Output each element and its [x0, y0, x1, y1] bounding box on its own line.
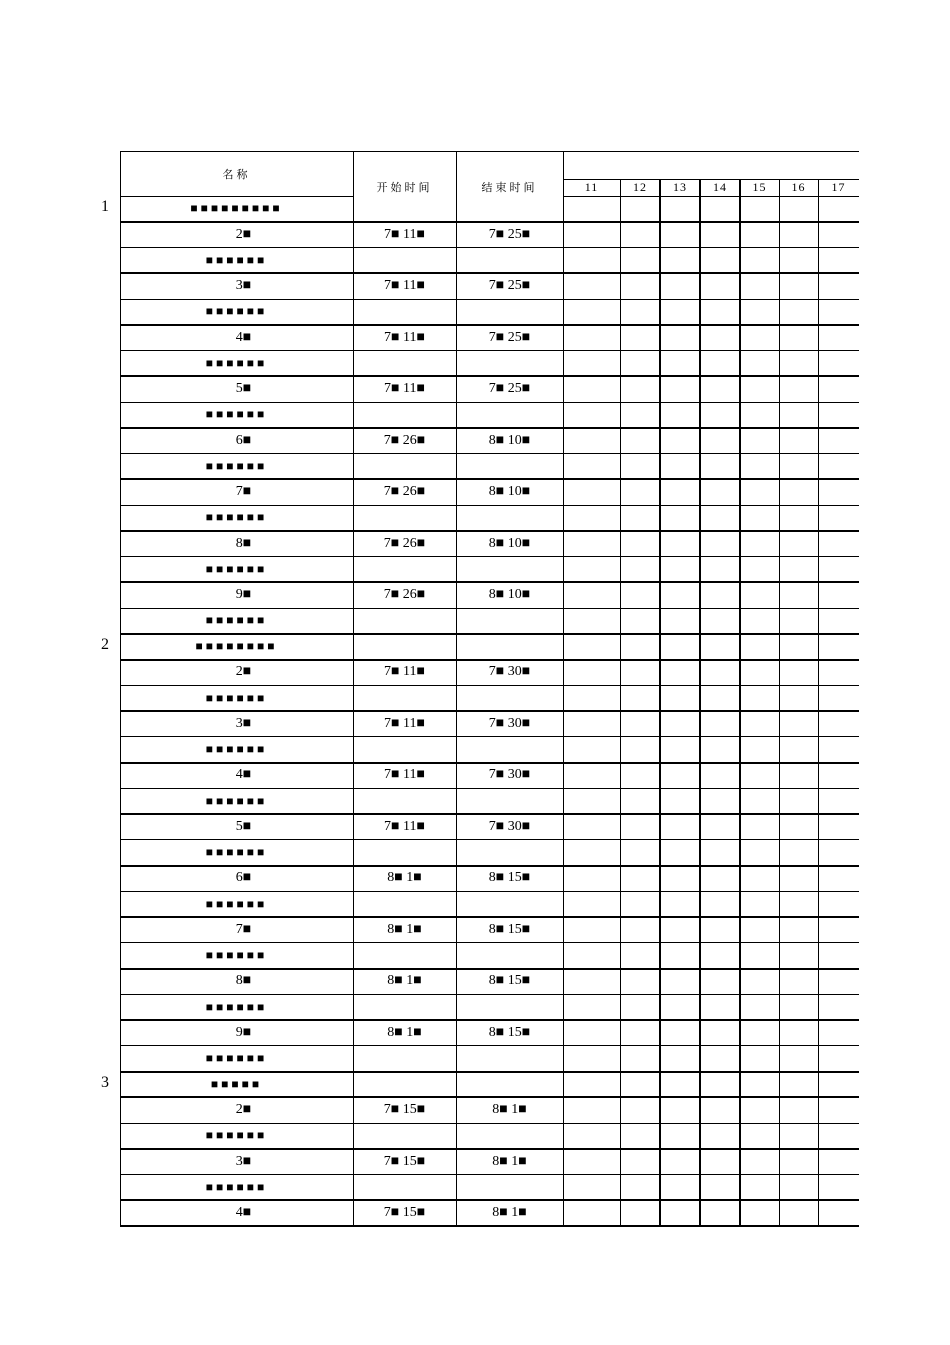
task-start: 7■ 11■: [384, 818, 425, 834]
task-name: 6■: [235, 870, 252, 886]
grid-line-v: [739, 179, 741, 1226]
task-name: 5■: [235, 381, 252, 397]
header-start-label: 开始时间: [376, 181, 433, 194]
subtask-name: ■■■■■■: [205, 1051, 268, 1066]
grid-line-v: [699, 179, 701, 1226]
task-end: 8■ 15■: [488, 1024, 531, 1040]
subtask-name: ■■■■■■: [205, 948, 268, 963]
grid-line-h: [120, 1225, 859, 1227]
task-start: 7■ 26■: [383, 432, 426, 448]
task-name: 5■: [235, 818, 252, 834]
task-end: 7■ 25■: [488, 329, 531, 345]
task-end: 7■ 30■: [488, 664, 531, 680]
task-start: 7■ 15■: [383, 1205, 426, 1221]
task-name: 3■: [235, 1153, 252, 1169]
task-end: 7■ 25■: [488, 381, 531, 397]
task-name: 4■: [235, 329, 252, 345]
subtask-name: ■■■■■■: [205, 304, 268, 319]
subtask-name: ■■■■■■: [205, 613, 268, 628]
task-end: 7■ 30■: [488, 715, 531, 731]
task-start: 7■ 26■: [383, 535, 426, 551]
task-start: 7■ 26■: [383, 587, 426, 603]
task-start: 8■ 1■: [387, 870, 422, 886]
subtask-name: ■■■■■■: [205, 896, 268, 911]
grid-line-h: [563, 196, 859, 197]
task-name: 9■: [235, 587, 252, 603]
task-end: 8■ 10■: [488, 535, 531, 551]
section-title: ■■■■■: [210, 1076, 263, 1091]
grid-line-v: [659, 179, 661, 1226]
header-end-label: 结束时间: [481, 181, 538, 194]
task-name: 8■: [235, 535, 252, 551]
task-end: 7■ 25■: [488, 278, 531, 294]
grid-line-h: [120, 151, 859, 152]
task-end: 7■ 30■: [488, 818, 531, 834]
task-name: 3■: [235, 715, 252, 731]
task-name: 2■: [235, 664, 252, 680]
subtask-name: ■■■■■■: [205, 510, 268, 525]
task-start: 7■ 15■: [383, 1153, 426, 1169]
header-day-14: 14: [713, 180, 727, 194]
grid-line-v: [353, 151, 354, 1226]
subtask-name: ■■■■■■: [205, 252, 268, 267]
task-start: 7■ 11■: [384, 715, 425, 731]
task-end: 8■ 1■: [492, 1153, 527, 1169]
task-end: 8■ 15■: [488, 921, 531, 937]
subtask-name: ■■■■■■: [205, 999, 268, 1014]
header-day-15: 15: [752, 180, 767, 194]
grid-line-h: [563, 179, 859, 180]
task-start: 7■ 11■: [384, 381, 425, 397]
task-start: 8■ 1■: [387, 973, 422, 989]
task-start: 8■ 1■: [387, 921, 422, 937]
grid-line-v: [620, 179, 621, 1226]
task-start: 7■ 15■: [383, 1102, 426, 1118]
task-end: 7■ 25■: [488, 226, 531, 242]
grid-line-v: [779, 179, 780, 1226]
task-start: 7■ 11■: [384, 767, 425, 783]
task-start: 7■ 11■: [384, 329, 425, 345]
subtask-name: ■■■■■■: [205, 561, 268, 576]
task-name: 4■: [235, 767, 252, 783]
task-name: 3■: [235, 278, 252, 294]
task-end: 8■ 10■: [488, 484, 531, 500]
task-name: 8■: [235, 973, 252, 989]
task-end: 8■ 10■: [488, 587, 531, 603]
task-end: 8■ 1■: [492, 1205, 527, 1221]
task-end: 7■ 30■: [488, 767, 531, 783]
header-day-12: 12: [633, 180, 647, 194]
section-number-3: 3: [101, 1073, 109, 1091]
task-end: 8■ 15■: [488, 973, 531, 989]
task-start: 7■ 11■: [384, 278, 425, 294]
task-start: 7■ 11■: [384, 664, 425, 680]
subtask-name: ■■■■■■: [205, 1128, 268, 1143]
header-day-11: 11: [584, 180, 599, 194]
task-start: 8■ 1■: [387, 1024, 422, 1040]
header-day-13: 13: [673, 180, 687, 194]
task-name: 7■: [235, 484, 252, 500]
task-name: 7■: [235, 921, 252, 937]
task-name: 2■: [235, 226, 252, 242]
header-name-label: 名称: [222, 168, 251, 181]
section-title: ■■■■■■■■: [195, 639, 278, 654]
subtask-name: ■■■■■■: [205, 690, 268, 705]
subtask-name: ■■■■■■: [205, 355, 268, 370]
subtask-name: ■■■■■■: [205, 407, 268, 422]
subtask-name: ■■■■■■: [205, 742, 268, 757]
grid-line-v: [120, 151, 121, 1226]
header-day-17: 17: [831, 180, 846, 194]
grid-line-v: [456, 151, 457, 1226]
task-start: 7■ 26■: [383, 484, 426, 500]
task-name: 6■: [235, 432, 252, 448]
section-number-1: 1: [101, 198, 109, 215]
task-end: 8■ 15■: [488, 870, 531, 886]
task-end: 8■ 10■: [488, 432, 531, 448]
header-day-16: 16: [791, 180, 806, 194]
section-number-2: 2: [101, 635, 109, 653]
task-name: 9■: [235, 1024, 252, 1040]
task-name: 4■: [235, 1205, 252, 1221]
task-end: 8■ 1■: [492, 1102, 527, 1118]
section-title: ■■■■■■■■■: [190, 201, 283, 216]
subtask-name: ■■■■■■: [205, 458, 268, 473]
task-name: 2■: [235, 1102, 252, 1118]
subtask-name: ■■■■■■: [205, 845, 268, 860]
grid-line-v: [818, 179, 819, 1226]
subtask-name: ■■■■■■: [205, 1179, 268, 1194]
grid-line-v: [563, 151, 564, 1226]
task-start: 7■ 11■: [384, 226, 425, 242]
subtask-name: ■■■■■■: [205, 793, 268, 808]
